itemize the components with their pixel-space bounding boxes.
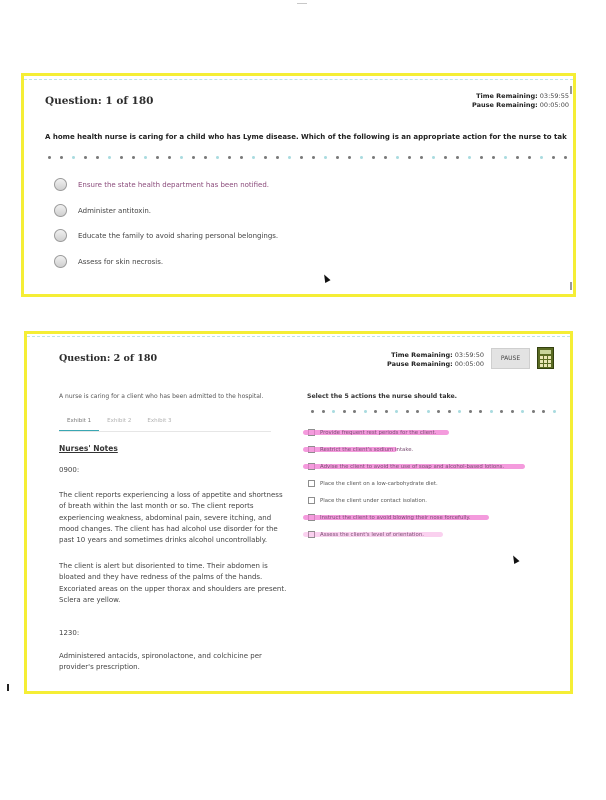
divider-dot (384, 156, 387, 159)
time-remaining-label: Time Remaining: (476, 92, 538, 100)
divider-dot (372, 156, 375, 159)
action-option-text: Place the client on a low-carbohydrate diet. (320, 480, 438, 487)
divider-dot (204, 156, 207, 159)
divider-dot (490, 410, 493, 413)
divider-dot (311, 410, 314, 413)
tabs-divider (59, 431, 271, 432)
calculator-icon[interactable] (537, 347, 554, 369)
radio-button[interactable] (54, 204, 67, 217)
divider-dot (416, 410, 419, 413)
divider-dot (180, 156, 183, 159)
divider-dot (492, 156, 495, 159)
divider-dot (552, 156, 555, 159)
time-remaining-value: 03:59:50 (454, 351, 484, 359)
answer-option-2[interactable] (54, 204, 151, 217)
pause-remaining-label: Pause Remaining: (472, 101, 538, 109)
divider-dot (420, 156, 423, 159)
action-option-text: Restrict the client's sodium intake. (320, 446, 414, 453)
checkbox[interactable] (308, 480, 315, 487)
divider-dot (336, 156, 339, 159)
action-option-text: Place the client under contact isolation. (320, 497, 427, 504)
divider-dot (96, 156, 99, 159)
divider-dot (168, 156, 171, 159)
nurses-notes-heading: Nurses' Notes (59, 444, 118, 453)
tab-exhibit-1[interactable]: Exhibit 1 (59, 416, 99, 431)
divider-dot (252, 156, 255, 159)
scrollbar-bottom[interactable] (570, 282, 572, 290)
time-remaining-label: Time Remaining: (391, 351, 453, 359)
pause-button[interactable]: PAUSE (491, 348, 530, 369)
question-2-screenshot (24, 331, 573, 694)
answer-option-text: Administer antitoxin. (78, 206, 152, 215)
note-paragraph-3: Administered antacids, spironolactone, and colchicine per provider's prescription. (59, 652, 262, 672)
divider-dot (60, 156, 63, 159)
divider-dot (564, 156, 567, 159)
note-time-0900: 0900: (59, 466, 80, 474)
select-instruction: Select the 5 actions the nurse should take. (307, 393, 458, 400)
action-option-text: Instruct the client to avoid blowing their nose forcefully. (320, 514, 471, 521)
divider-dot (192, 156, 195, 159)
action-option-text: Advise the client to avoid the use of soap and alcohol-based lotions. (320, 463, 505, 470)
divider-dot (479, 410, 482, 413)
case-intro: A nurse is caring for a client who has been admitted to the hospital. (59, 393, 264, 400)
answer-option-1[interactable] (54, 178, 269, 191)
action-option-2[interactable] (308, 446, 413, 453)
time-remaining-value: 03:59:55 (539, 92, 569, 100)
divider-dot (84, 156, 87, 159)
exhibit-tabs (59, 416, 180, 431)
divider-dot (348, 156, 351, 159)
divider-dot (72, 156, 75, 159)
question-1-screenshot (21, 73, 576, 297)
divider-dot (469, 410, 472, 413)
divider-dot (468, 156, 471, 159)
divider-dot (504, 156, 507, 159)
action-option-text: Assess the client's level of orientation. (320, 531, 424, 538)
divider-dot (353, 410, 356, 413)
divider-dot (264, 156, 267, 159)
pause-remaining-label: Pause Remaining: (387, 360, 453, 368)
note-time-1230: 1230: (59, 629, 80, 637)
divider-dot (448, 410, 451, 413)
divider-dot (511, 410, 514, 413)
divider-dot (521, 410, 524, 413)
divider-dot (553, 410, 556, 413)
divider-dot (427, 410, 430, 413)
checkbox[interactable] (308, 497, 315, 504)
divider-dot (324, 156, 327, 159)
divider-dot (528, 156, 531, 159)
answer-option-3[interactable] (54, 229, 278, 242)
divider-dot (395, 410, 398, 413)
action-option-4[interactable] (308, 480, 438, 487)
dashed-top-line (24, 79, 573, 80)
timer-block (387, 351, 484, 369)
divider-dot (374, 410, 377, 413)
tab-exhibit-3[interactable]: Exhibit 3 (147, 418, 172, 424)
divider-dot (156, 156, 159, 159)
divider-dot (542, 410, 545, 413)
mouse-cursor-icon (321, 273, 330, 283)
answer-option-text: Educate the family to avoid sharing personal belongings. (78, 231, 279, 240)
pause-remaining-value: 00:05:00 (539, 101, 569, 109)
question-stem: A home health nurse is caring for a child who has Lyme disease. Which of the following is an appropriate action for the nurse to tak (45, 133, 567, 141)
radio-button[interactable] (54, 255, 67, 268)
answer-option-text: Ensure the state health department has been notified. (78, 180, 269, 189)
answer-option-text: Assess for skin necrosis. (78, 257, 164, 266)
pause-remaining-value: 00:05:00 (454, 360, 484, 368)
top-edge-mark (297, 0, 307, 4)
tab-exhibit-2[interactable]: Exhibit 2 (107, 418, 132, 424)
dotted-divider (48, 156, 567, 159)
note-paragraph-1: The client reports experiencing a loss of appetite and shortness of breath within the last month or so. The client reports experiencing weakness, abdominal pain, severe itching, and mood changes. The client has had alcohol use disorder for the past 10 years and sometimes drinks alcohol uncontrollably. (59, 491, 283, 545)
divider-dot (228, 156, 231, 159)
divider-dot (360, 156, 363, 159)
action-option-3[interactable] (308, 463, 504, 470)
action-option-5[interactable] (308, 497, 427, 504)
divider-dot (385, 410, 388, 413)
radio-button[interactable] (54, 229, 67, 242)
divider-dot (332, 410, 335, 413)
divider-dot (500, 410, 503, 413)
question-counter: Question: 2 of 180 (59, 353, 158, 364)
question-counter: Question: 1 of 180 (45, 95, 154, 107)
divider-dot (480, 156, 483, 159)
divider-dot (458, 410, 461, 413)
dashed-top-line (27, 336, 570, 337)
divider-dot (516, 156, 519, 159)
divider-dot (364, 410, 367, 413)
divider-dot (288, 156, 291, 159)
divider-dot (444, 156, 447, 159)
divider-dot (456, 156, 459, 159)
divider-dot (406, 410, 409, 413)
divider-dot (276, 156, 279, 159)
dotted-divider (311, 410, 556, 413)
divider-dot (408, 156, 411, 159)
divider-dot (432, 156, 435, 159)
divider-dot (322, 410, 325, 413)
divider-dot (532, 410, 535, 413)
action-option-7[interactable] (308, 531, 424, 538)
action-option-text: Provide frequent rest periods for the client. (320, 429, 437, 436)
divider-dot (240, 156, 243, 159)
radio-button[interactable] (54, 178, 67, 191)
mouse-cursor-icon (510, 554, 519, 564)
divider-dot (144, 156, 147, 159)
divider-dot (300, 156, 303, 159)
divider-dot (540, 156, 543, 159)
divider-dot (132, 156, 135, 159)
divider-dot (120, 156, 123, 159)
stray-mark (7, 684, 9, 691)
answer-option-4[interactable] (54, 255, 163, 268)
note-paragraph-2: The client is alert but disoriented to time. Their abdomen is bloated and they have redness of the palms of the hands. Excoriated areas on the upper thorax and shoulders are present. Sclera are yellow. (59, 562, 287, 604)
divider-dot (437, 410, 440, 413)
divider-dot (343, 410, 346, 413)
scrollbar-top[interactable] (570, 86, 572, 94)
action-option-6[interactable] (308, 514, 471, 521)
timer-block (472, 92, 569, 110)
divider-dot (312, 156, 315, 159)
divider-dot (48, 156, 51, 159)
divider-dot (216, 156, 219, 159)
action-option-1[interactable] (308, 429, 436, 436)
divider-dot (396, 156, 399, 159)
divider-dot (108, 156, 111, 159)
